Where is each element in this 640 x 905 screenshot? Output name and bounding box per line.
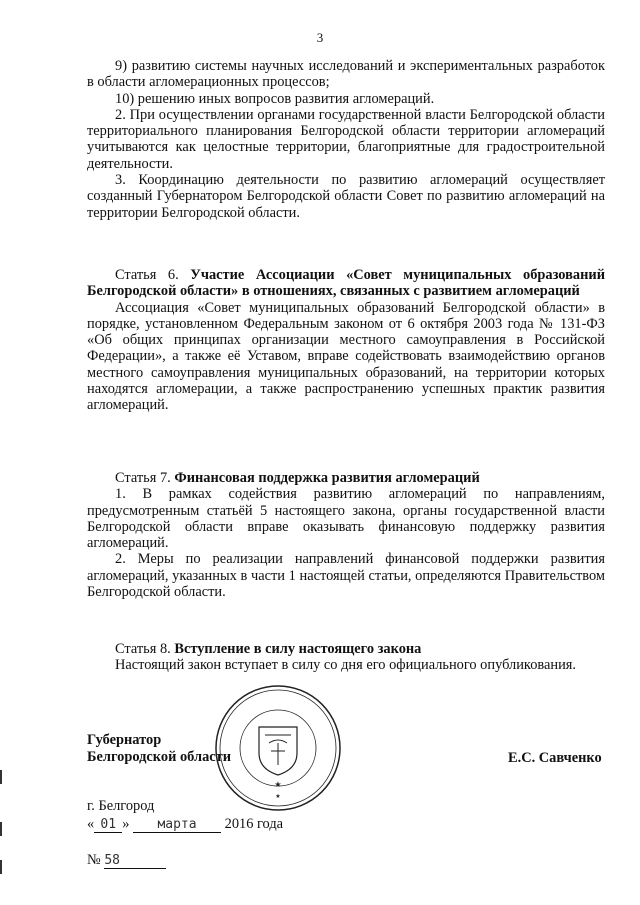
svg-text:★: ★: [274, 780, 282, 789]
margin-mark: [0, 860, 2, 874]
article-7-part-2: 2. Меры по реализации направлений финансовой поддержки развития агломераций, указанных в части 1 настоящей статьи, определяются Правительством Белгородской области.: [87, 551, 605, 601]
signature-position-line-1: Губернатор: [87, 732, 162, 748]
signature-position-line-2: Белгородской области: [87, 749, 232, 765]
article-7-part-1: 1. В рамках содействия развитию агломераций по направлениям, предусмотренным статьёй 5 настоящего закона, органы государственной власти Белгородской области вправе оказывать финансовую поддержку развития агломераций.: [87, 486, 605, 552]
issue-place: г. Белгород: [87, 798, 155, 814]
paragraph-2: 2. При осуществлении органами государственной власти Белгородской области территориального планирования Белгородской области территории агломераций учитываются как целостные территории, благоприятные для градостроительной деятельности.: [87, 106, 605, 172]
article-7-title: Финансовая поддержка развития агломераций: [174, 470, 480, 486]
article-8-title: Вступление в силу настоящего закона: [174, 641, 422, 657]
article-6-text: Ассоциация «Совет муниципальных образований Белгородской области» в порядке, установленном Федеральным законом от 6 октября 2003 года № 131-ФЗ «Об общих принципах организации местного самоуправления в Российской Федерации», а также её Уставом, вправе содействовать взаимодействию органов местного самоуправления муниципальных образований, на территории которых находятся агломерации, а также распространению успешных практик развития агломераций.: [87, 299, 605, 414]
issue-date: [87, 816, 283, 833]
issue-number: [87, 852, 166, 869]
date-open-quote: «: [87, 816, 95, 832]
margin-mark: [0, 770, 2, 784]
list-item-9: 9) развитию системы научных исследований и экспериментальных разработок в области агломерационных процессов;: [87, 58, 605, 91]
article-8: [87, 641, 605, 674]
margin-mark: [0, 822, 2, 836]
intro-section: [87, 58, 605, 221]
date-close-quote: »: [122, 816, 130, 832]
date-month: марта: [133, 817, 221, 833]
article-7: [87, 470, 605, 600]
article-8-text: Настоящий закон вступает в силу со дня его официального опубликования.: [115, 657, 576, 674]
article-8-heading: [87, 641, 605, 657]
page-number: 3: [316, 30, 324, 45]
list-item-10: 10) решению иных вопросов развития агломераций.: [115, 90, 435, 107]
article-8-label: Статья 8.: [115, 641, 171, 657]
number-label: №: [87, 852, 101, 868]
official-seal: [213, 683, 343, 813]
number-value: 58: [104, 853, 166, 869]
article-6-label: Статья 6.: [115, 267, 179, 283]
article-6-title: Участие Ассоциации «Совет муниципальных образований Белгородской области» в отношениях, связанных с развитием агломераций: [87, 267, 605, 300]
date-year: 2016 года: [224, 816, 284, 832]
article-6-heading: [87, 267, 605, 300]
article-7-heading: [87, 470, 605, 486]
article-6: [87, 267, 605, 414]
svg-text:★: ★: [275, 793, 281, 800]
signatory-name: Е.С. Савченко: [508, 750, 602, 766]
paragraph-3: 3. Координацию деятельности по развитию агломераций осуществляет созданный Губернатором Белгородской области Совет по развитию агломераций на территории Белгородской области.: [87, 172, 605, 221]
article-7-label: Статья 7.: [115, 470, 171, 486]
signature-position: [87, 732, 231, 766]
date-day: 01: [94, 817, 122, 833]
